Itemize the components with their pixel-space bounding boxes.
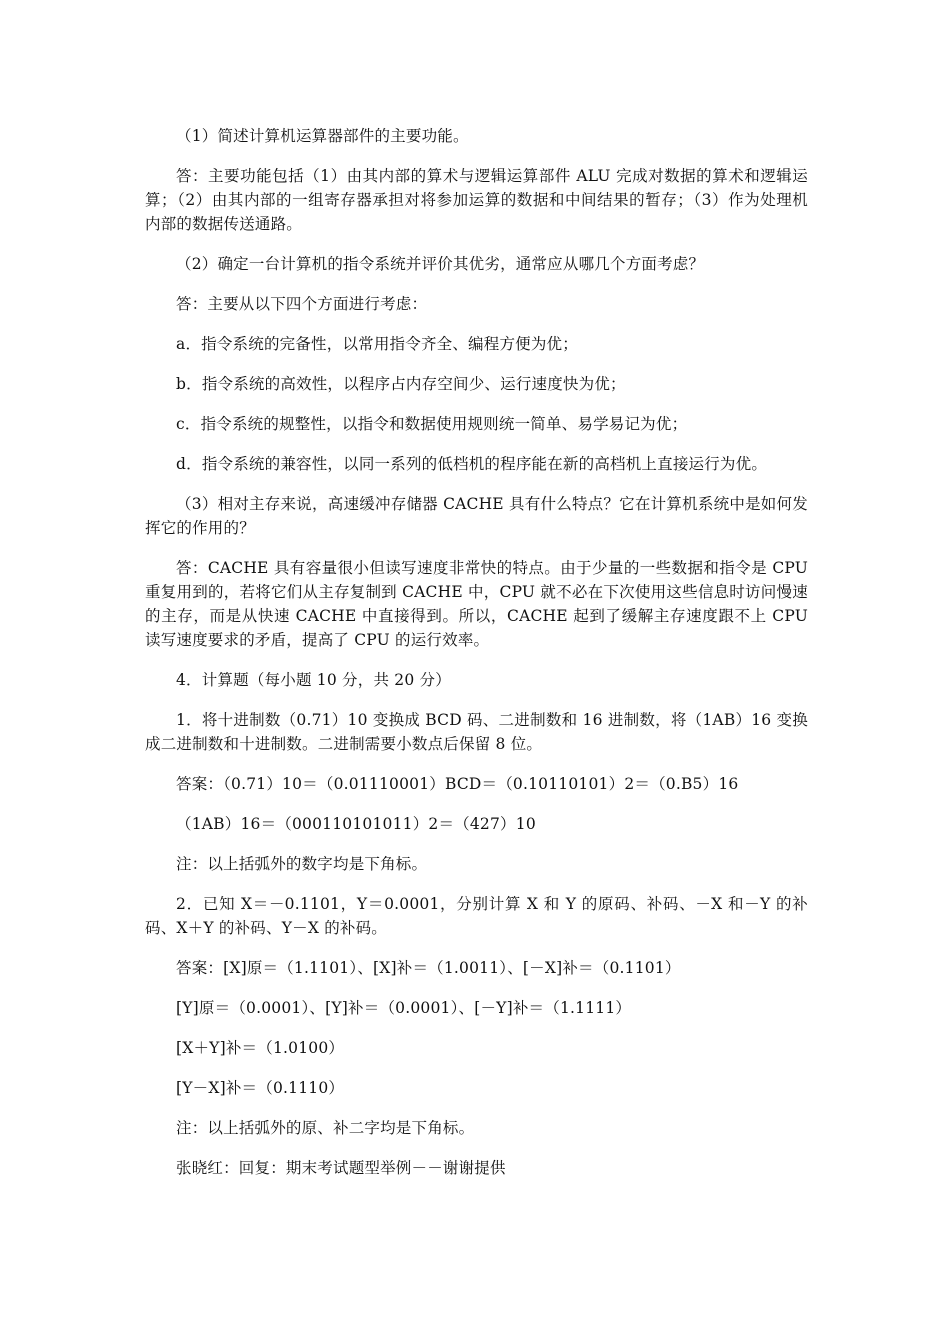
calc-answer-2-line-2: [Y]原＝（0.0001）、[Y]补＝（0.0001）、[－Y]补＝（1.1111） [176,999,632,1017]
calc-question-2: 2．已知 X＝－0.1101，Y＝0.0001，分别计算 X 和 Y 的原码、补码、－X 和－Y 的补码、X＋Y 的补码、Y－X 的补码。 [145,895,808,937]
answer-1-3: 答：CACHE 具有容量很小但读写速度非常快的特点。由于少量的一些数据和指令是 CPU 重复用到的，若将它们从主存复制到 CACHE 中，CPU 就不必在下次使用这些信息时访问慢速的主存，而是从快速 CACHE 中直接得到。所以，CACHE 起到了缓解主存速度跟不上 CPU 读写速度要求的矛盾，提高了 CPU 的运行效率。 [145,559,808,649]
calc-answer-2-line-4: [Y－X]补＝（0.1110） [176,1079,345,1097]
reply-line: 张晓红：回复：期末考试题型举例－－谢谢提供 [176,1159,506,1177]
answer-1-2-item-a: a．指令系统的完备性，以常用指令齐全、编程方便为优； [176,335,578,353]
answer-1-1: 答：主要功能包括（1）由其内部的算术与逻辑运算部件 ALU 完成对数据的算术和逻辑运算；（2）由其内部的一组寄存器承担对将参加运算的数据和中间结果的暂存；（3）作为处理机内部的数据传送通路。 [145,167,808,233]
question-1-3: （3）相对主存来说，高速缓冲存储器 CACHE 具有什么特点？它在计算机系统中是如何发挥它的作用的？ [145,495,808,537]
calc-answer-2-line-3: [X＋Y]补＝（1.0100） [176,1039,345,1057]
calc-note-2: 注：以上括弧外的原、补二字均是下角标。 [176,1119,475,1137]
calc-answer-1-line-2: （1AB）16＝（000110101011）2＝（427）10 [176,815,536,833]
calc-answer-1-line-1: 答案：（0.71）10＝（0.01110001）BCD＝（0.10110101）2＝（0.B5）16 [176,775,739,793]
answer-1-2-item-c: c．指令系统的规整性，以指令和数据使用规则统一简单、易学易记为优； [176,415,688,433]
calc-note-1: 注：以上括弧外的数字均是下角标。 [176,855,428,873]
answer-1-2-item-b: b．指令系统的高效性，以程序占内存空间少、运行速度快为优； [176,375,626,393]
answer-1-2-item-d: d．指令系统的兼容性，以同一系列的低档机的程序能在新的高档机上直接运行为优。 [176,455,768,473]
section-heading-calculation: 4．计算题（每小题 10 分，共 20 分） [176,671,451,689]
document-body [145,124,808,1196]
question-1-2: （2）确定一台计算机的指令系统并评价其优劣，通常应从哪几个方面考虑？ [176,255,705,273]
answer-1-2-intro: 答：主要从以下四个方面进行考虑： [176,295,428,313]
calc-answer-2-line-1: 答案：[X]原＝（1.1101）、[X]补＝（1.0011）、[－X]补＝（0.1101） [176,959,681,977]
question-1-1: （1）简述计算机运算器部件的主要功能。 [176,127,469,145]
calc-question-1: 1．将十进制数（0.71）10 变换成 BCD 码、二进制数和 16 进制数，将（1AB）16 变换成二进制数和十进制数。二进制需要小数点后保留 8 位。 [145,711,808,753]
